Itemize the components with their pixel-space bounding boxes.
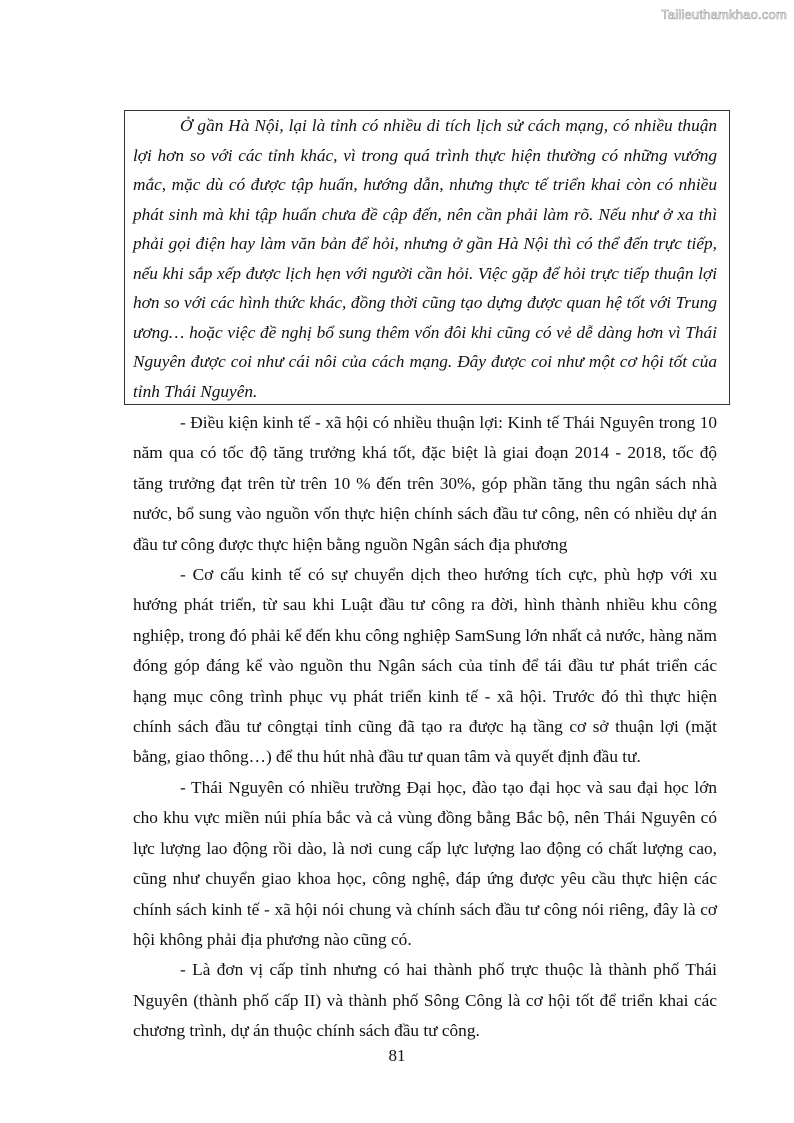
page-number: 81 (388, 1046, 406, 1065)
paragraph-universities-labor: - Thái Nguyên có nhiều trường Đại học, đào tạo đại học và sau đại học lớn cho khu vực miền núi phía bắc và cả vùng đồng bằng Bắc bộ, nên Thái Nguyên có lực lượng lao động rồi dào, là nơi cung cấp lực lượng lao động có chất lượng cao, cũng như chuyển giao khoa học, công nghệ, đáp ứng được yêu cầu thực hiện các chính sách kinh tế - xã hội nói chung và chính sách đầu tư công nói riêng, đây là cơ hội không phải địa phương nào cũng có. (133, 777, 717, 949)
paragraph-economic-conditions: - Điều kiện kinh tế - xã hội có nhiều thuận lợi: Kinh tế Thái Nguyên trong 10 năm qua có tốc độ tăng trưởng khá tốt, đặc biệt là giai đoạn 2014 - 2018, tốc độ tăng trưởng đạt trên từ trên 10 % đến trên 30%, góp phần tăng thu ngân sách nhà nước, bổ sung vào nguồn vốn thực hiện chính sách đầu tư công, nên có nhiều dự án đầu tư công được thực hiện bằng nguồn Ngân sách địa phương (133, 413, 717, 554)
watermark: Tailieuthamkhao.com (661, 7, 787, 22)
paragraph-two-cities: - Là đơn vị cấp tỉnh nhưng có hai thành phố trực thuộc là thành phố Thái Nguyên (thành phố cấp II) và thành phố Sông Công là cơ hội tốt để triển khai các chương trình, dự án thuộc chính sách đầu tư công. (133, 960, 717, 1041)
interview-quote-text: Ở gần Hà Nội, lại là tỉnh có nhiều di tích lịch sử cách mạng, có nhiều thuận lợi hơn so với các tỉnh khác, vì trong quá trình thực hiện thường có những vướng mắc, mặc dù có được tập huấn, hướng dẫn, nhưng thực tế triển khai còn có nhiều phát sinh mà khi tập huấn chưa đề cập đến, nên cần phải làm rõ. Nếu như ở xa thì phải gọi điện hay làm văn bản để hỏi, nhưng ở gần Hà Nội thì có thể đến trực tiếp, nếu khi sắp xếp được lịch hẹn với người cần hỏi. Việc gặp để hỏi trực tiếp thuận lợi hơn so với các hình thức khác, đồng thời cũng tạo dựng được quan hệ tốt với Trung ương… hoặc việc đề nghị bổ sung thêm vốn đôi khi cũng có vẻ dễ dàng hơn vì Thái Nguyên được coi như cái nôi của cách mạng. Đây được coi như một cơ hội tốt của tỉnh Thái Nguyên. (133, 116, 717, 401)
paragraph-economic-structure: - Cơ cấu kinh tế có sự chuyển dịch theo hướng tích cực, phù hợp với xu hướng phát triển, từ sau khi Luật đầu tư công ra đời, hình thành nhiều khu công nghiệp, trong đó phải kể đến khu công nghiệp SamSung lớn nhất cả nước, hàng năm đóng góp đáng kể vào nguồn thu Ngân sách của tỉnh để tái đầu tư phát triển các hạng mục công trình phục vụ phát triển kinh tế - xã hội. Trước đó thì thực hiện chính sách đầu tư côngtại tỉnh cũng đã tạo ra được hạ tầng cơ sở thuận lợi (mặt bằng, giao thông…) để thu hút nhà đầu tư quan tâm và quyết định đầu tư. (133, 565, 717, 767)
body-text (133, 408, 717, 1047)
